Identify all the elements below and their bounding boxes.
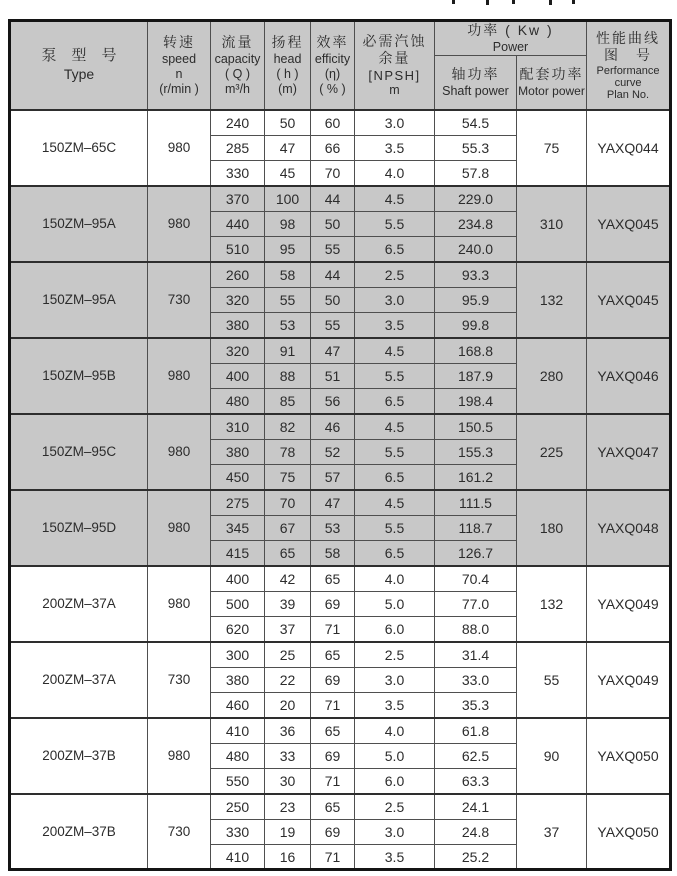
speed-cell: 980 xyxy=(148,718,211,794)
pump-table-body xyxy=(10,110,671,870)
capacity-cell: 320 xyxy=(211,287,265,312)
capacity-cell: 380 xyxy=(211,439,265,464)
shaft-power-cell: 99.8 xyxy=(435,313,517,338)
speed-header-en: speed xyxy=(161,51,197,66)
speed-header-zh: 转速 xyxy=(163,34,195,51)
head-cell: 30 xyxy=(265,769,311,794)
curve-no-cell: YAXQ050 xyxy=(587,718,671,794)
shaft-power-cell: 95.9 xyxy=(435,287,517,312)
curve-header-zh1: 性能曲线 xyxy=(596,29,661,46)
speed-header-unit: (r/min ) xyxy=(159,81,199,96)
shaft-power-cell: 198.4 xyxy=(435,389,517,414)
shaft-power-cell: 77.0 xyxy=(435,591,517,616)
head-cell: 23 xyxy=(265,794,311,819)
motor-power-cell: 280 xyxy=(517,338,587,414)
speed-cell: 730 xyxy=(148,262,211,338)
shaft-power-cell: 240.0 xyxy=(435,237,517,262)
cropped-title-fragment xyxy=(572,0,575,4)
table-row xyxy=(10,566,671,591)
curve-no-cell: YAXQ044 xyxy=(587,110,671,186)
pump-specs-table xyxy=(8,19,672,871)
motor-power-header-en: Motor power xyxy=(518,83,585,98)
efficiency-cell: 56 xyxy=(311,389,355,414)
shaft-power-cell: 54.5 xyxy=(435,110,517,135)
head-header-symbol: ( h ) xyxy=(276,66,299,81)
pump-type-cell: 200ZM–37B xyxy=(10,794,148,870)
npsh-cell: 4.5 xyxy=(355,338,435,363)
speed-cell: 980 xyxy=(148,338,211,414)
col-header-curve xyxy=(587,21,671,111)
capacity-cell: 310 xyxy=(211,414,265,439)
npsh-cell: 2.5 xyxy=(355,262,435,287)
shaft-power-cell: 63.3 xyxy=(435,769,517,794)
shaft-power-cell: 161.2 xyxy=(435,465,517,490)
shaft-power-cell: 24.8 xyxy=(435,819,517,844)
efficiency-header-zh: 效率 xyxy=(316,34,349,51)
pump-type-cell: 200ZM–37B xyxy=(10,718,148,794)
npsh-header-zh1: 必需汽蚀 xyxy=(362,32,427,49)
capacity-header-en: capacity xyxy=(214,51,261,66)
col-header-motor-power xyxy=(517,55,587,110)
table-row xyxy=(10,718,671,743)
head-cell: 20 xyxy=(265,693,311,718)
efficiency-cell: 55 xyxy=(311,237,355,262)
npsh-cell: 4.0 xyxy=(355,161,435,186)
motor-power-header-zh: 配套功率 xyxy=(519,66,584,83)
capacity-cell: 250 xyxy=(211,794,265,819)
capacity-cell: 510 xyxy=(211,237,265,262)
npsh-cell: 6.5 xyxy=(355,389,435,414)
head-cell: 100 xyxy=(265,186,311,211)
capacity-cell: 345 xyxy=(211,515,265,540)
cropped-title-fragment xyxy=(549,0,552,5)
shaft-power-cell: 155.3 xyxy=(435,439,517,464)
pump-type-cell: 150ZM–95B xyxy=(10,338,148,414)
capacity-cell: 550 xyxy=(211,769,265,794)
capacity-cell: 440 xyxy=(211,211,265,236)
efficiency-cell: 50 xyxy=(311,287,355,312)
speed-cell: 980 xyxy=(148,490,211,566)
efficiency-cell: 47 xyxy=(311,490,355,515)
npsh-cell: 4.5 xyxy=(355,414,435,439)
motor-power-cell: 55 xyxy=(517,642,587,718)
head-cell: 65 xyxy=(265,541,311,566)
table-row xyxy=(10,490,671,515)
speed-cell: 980 xyxy=(148,110,211,186)
shaft-power-cell: 33.0 xyxy=(435,667,517,692)
capacity-header-symbol: ( Q ) xyxy=(225,66,250,81)
table-row xyxy=(10,794,671,819)
capacity-cell: 370 xyxy=(211,186,265,211)
efficiency-cell: 55 xyxy=(311,313,355,338)
motor-power-cell: 132 xyxy=(517,566,587,642)
npsh-cell: 3.5 xyxy=(355,135,435,160)
pump-type-cell: 150ZM–95A xyxy=(10,186,148,262)
curve-header-zh2: 图 号 xyxy=(604,47,653,64)
npsh-header-zh2: 余量 xyxy=(378,50,411,67)
efficiency-cell: 71 xyxy=(311,693,355,718)
table-row xyxy=(10,110,671,135)
capacity-cell: 380 xyxy=(211,667,265,692)
table-row xyxy=(10,414,671,439)
speed-cell: 980 xyxy=(148,566,211,642)
col-header-power xyxy=(435,21,587,56)
efficiency-cell: 69 xyxy=(311,819,355,844)
npsh-cell: 6.5 xyxy=(355,541,435,566)
capacity-cell: 380 xyxy=(211,313,265,338)
shaft-power-cell: 187.9 xyxy=(435,363,517,388)
head-cell: 42 xyxy=(265,566,311,591)
shaft-power-cell: 70.4 xyxy=(435,566,517,591)
pump-type-cell: 150ZM–95A xyxy=(10,262,148,338)
npsh-cell: 3.5 xyxy=(355,693,435,718)
shaft-power-cell: 62.5 xyxy=(435,743,517,768)
npsh-cell: 3.0 xyxy=(355,110,435,135)
capacity-header-unit: m³/h xyxy=(225,81,250,96)
npsh-cell: 4.5 xyxy=(355,186,435,211)
head-cell: 95 xyxy=(265,237,311,262)
npsh-cell: 6.0 xyxy=(355,769,435,794)
capacity-cell: 460 xyxy=(211,693,265,718)
efficiency-cell: 52 xyxy=(311,439,355,464)
col-header-npsh xyxy=(355,21,435,111)
head-cell: 75 xyxy=(265,465,311,490)
shaft-power-cell: 57.8 xyxy=(435,161,517,186)
curve-no-cell: YAXQ049 xyxy=(587,642,671,718)
efficiency-cell: 71 xyxy=(311,617,355,642)
shaft-power-cell: 61.8 xyxy=(435,718,517,743)
capacity-cell: 400 xyxy=(211,363,265,388)
efficiency-cell: 44 xyxy=(311,262,355,287)
motor-power-cell: 310 xyxy=(517,186,587,262)
efficiency-cell: 71 xyxy=(311,769,355,794)
col-header-efficiency xyxy=(311,21,355,111)
npsh-cell: 5.5 xyxy=(355,439,435,464)
npsh-cell: 4.5 xyxy=(355,490,435,515)
npsh-cell: 5.5 xyxy=(355,211,435,236)
capacity-cell: 410 xyxy=(211,845,265,870)
motor-power-cell: 37 xyxy=(517,794,587,870)
efficiency-cell: 46 xyxy=(311,414,355,439)
shaft-power-cell: 55.3 xyxy=(435,135,517,160)
capacity-cell: 330 xyxy=(211,161,265,186)
head-header-zh: 扬程 xyxy=(271,34,304,51)
head-cell: 91 xyxy=(265,338,311,363)
npsh-cell: 3.0 xyxy=(355,819,435,844)
col-header-type xyxy=(10,21,148,111)
pump-type-cell: 150ZM–95D xyxy=(10,490,148,566)
shaft-power-cell: 229.0 xyxy=(435,186,517,211)
speed-cell: 980 xyxy=(148,186,211,262)
efficiency-cell: 53 xyxy=(311,515,355,540)
shaft-power-cell: 35.3 xyxy=(435,693,517,718)
head-cell: 78 xyxy=(265,439,311,464)
head-cell: 47 xyxy=(265,135,311,160)
cropped-title-fragment xyxy=(512,0,515,4)
efficiency-cell: 71 xyxy=(311,845,355,870)
npsh-cell: 6.5 xyxy=(355,237,435,262)
capacity-cell: 410 xyxy=(211,718,265,743)
table-row xyxy=(10,186,671,211)
capacity-cell: 500 xyxy=(211,591,265,616)
curve-header-en1: Performance xyxy=(596,64,660,77)
shaft-power-cell: 234.8 xyxy=(435,211,517,236)
pump-type-cell: 150ZM–95C xyxy=(10,414,148,490)
shaft-power-cell: 126.7 xyxy=(435,541,517,566)
npsh-cell: 5.5 xyxy=(355,515,435,540)
shaft-power-cell: 88.0 xyxy=(435,617,517,642)
header-row-1 xyxy=(10,21,671,56)
efficiency-cell: 57 xyxy=(311,465,355,490)
head-cell: 16 xyxy=(265,845,311,870)
shaft-power-cell: 150.5 xyxy=(435,414,517,439)
capacity-cell: 300 xyxy=(211,642,265,667)
head-cell: 36 xyxy=(265,718,311,743)
power-header-zh: 功率 ( Kw ) xyxy=(467,22,554,38)
capacity-cell: 240 xyxy=(211,110,265,135)
type-header-zh: 泵 型 号 xyxy=(41,46,117,64)
cropped-title-fragment xyxy=(486,0,489,5)
shaft-power-cell: 31.4 xyxy=(435,642,517,667)
npsh-cell: 3.0 xyxy=(355,287,435,312)
head-cell: 88 xyxy=(265,363,311,388)
head-cell: 37 xyxy=(265,617,311,642)
head-cell: 19 xyxy=(265,819,311,844)
speed-cell: 980 xyxy=(148,414,211,490)
curve-no-cell: YAXQ049 xyxy=(587,566,671,642)
pump-type-cell: 150ZM–65C xyxy=(10,110,148,186)
shaft-power-header-en: Shaft power xyxy=(442,83,509,98)
capacity-cell: 400 xyxy=(211,566,265,591)
efficiency-cell: 60 xyxy=(311,110,355,135)
shaft-power-header-zh: 轴功率 xyxy=(451,66,500,82)
efficiency-cell: 65 xyxy=(311,642,355,667)
motor-power-cell: 180 xyxy=(517,490,587,566)
pump-type-cell: 200ZM–37A xyxy=(10,566,148,642)
npsh-cell: 6.0 xyxy=(355,617,435,642)
npsh-cell: 3.5 xyxy=(355,313,435,338)
curve-header-en2: curve xyxy=(614,76,642,89)
capacity-cell: 415 xyxy=(211,541,265,566)
head-cell: 39 xyxy=(265,591,311,616)
capacity-cell: 480 xyxy=(211,389,265,414)
curve-no-cell: YAXQ047 xyxy=(587,414,671,490)
efficiency-cell: 66 xyxy=(311,135,355,160)
shaft-power-cell: 24.1 xyxy=(435,794,517,819)
curve-no-cell: YAXQ050 xyxy=(587,794,671,870)
efficiency-cell: 69 xyxy=(311,591,355,616)
capacity-cell: 285 xyxy=(211,135,265,160)
shaft-power-cell: 168.8 xyxy=(435,338,517,363)
efficiency-cell: 69 xyxy=(311,743,355,768)
motor-power-cell: 90 xyxy=(517,718,587,794)
head-cell: 25 xyxy=(265,642,311,667)
col-header-shaft-power xyxy=(435,55,517,110)
efficiency-cell: 69 xyxy=(311,667,355,692)
curve-no-cell: YAXQ046 xyxy=(587,338,671,414)
col-header-capacity xyxy=(211,21,265,111)
capacity-header-zh: 流量 xyxy=(221,34,254,51)
npsh-header-unit: m xyxy=(389,83,400,98)
npsh-cell: 5.5 xyxy=(355,363,435,388)
head-cell: 22 xyxy=(265,667,311,692)
npsh-cell: 4.0 xyxy=(355,718,435,743)
pump-type-cell: 200ZM–37A xyxy=(10,642,148,718)
head-header-en: head xyxy=(273,51,302,66)
motor-power-cell: 132 xyxy=(517,262,587,338)
npsh-cell: 5.0 xyxy=(355,591,435,616)
table-row xyxy=(10,338,671,363)
head-cell: 70 xyxy=(265,490,311,515)
efficiency-cell: 65 xyxy=(311,718,355,743)
speed-cell: 730 xyxy=(148,642,211,718)
capacity-cell: 620 xyxy=(211,617,265,642)
head-cell: 50 xyxy=(265,110,311,135)
shaft-power-cell: 93.3 xyxy=(435,262,517,287)
efficiency-cell: 65 xyxy=(311,566,355,591)
efficiency-cell: 65 xyxy=(311,794,355,819)
head-cell: 55 xyxy=(265,287,311,312)
shaft-power-cell: 111.5 xyxy=(435,490,517,515)
power-header-en: Power xyxy=(492,39,529,54)
efficiency-cell: 44 xyxy=(311,186,355,211)
capacity-cell: 320 xyxy=(211,338,265,363)
npsh-cell: 4.0 xyxy=(355,566,435,591)
cropped-title-fragment xyxy=(452,0,455,4)
efficiency-cell: 50 xyxy=(311,211,355,236)
curve-no-cell: YAXQ048 xyxy=(587,490,671,566)
npsh-cell: 3.0 xyxy=(355,667,435,692)
col-header-speed xyxy=(148,21,211,111)
speed-header-symbol: n xyxy=(175,66,183,81)
curve-no-cell: YAXQ045 xyxy=(587,262,671,338)
efficiency-header-unit: ( % ) xyxy=(319,81,346,96)
head-cell: 82 xyxy=(265,414,311,439)
npsh-header-symbol: [NPSH] xyxy=(368,67,421,83)
head-cell: 53 xyxy=(265,313,311,338)
head-cell: 85 xyxy=(265,389,311,414)
table-row xyxy=(10,262,671,287)
shaft-power-cell: 118.7 xyxy=(435,515,517,540)
head-cell: 33 xyxy=(265,743,311,768)
col-header-head xyxy=(265,21,311,111)
efficiency-cell: 58 xyxy=(311,541,355,566)
capacity-cell: 260 xyxy=(211,262,265,287)
efficiency-cell: 47 xyxy=(311,338,355,363)
head-cell: 45 xyxy=(265,161,311,186)
efficiency-cell: 51 xyxy=(311,363,355,388)
capacity-cell: 330 xyxy=(211,819,265,844)
head-header-unit: (m) xyxy=(278,81,297,96)
efficiency-header-symbol: (η) xyxy=(324,66,341,81)
shaft-power-cell: 25.2 xyxy=(435,845,517,870)
head-cell: 67 xyxy=(265,515,311,540)
capacity-cell: 480 xyxy=(211,743,265,768)
head-cell: 98 xyxy=(265,211,311,236)
motor-power-cell: 225 xyxy=(517,414,587,490)
type-header-en: Type xyxy=(63,66,95,83)
table-row xyxy=(10,642,671,667)
motor-power-cell: 75 xyxy=(517,110,587,186)
speed-cell: 730 xyxy=(148,794,211,870)
npsh-cell: 6.5 xyxy=(355,465,435,490)
curve-no-cell: YAXQ045 xyxy=(587,186,671,262)
capacity-cell: 275 xyxy=(211,490,265,515)
curve-header-en3: Plan No. xyxy=(606,89,650,102)
npsh-cell: 5.0 xyxy=(355,743,435,768)
efficiency-header-en: efficity xyxy=(314,51,351,66)
efficiency-cell: 70 xyxy=(311,161,355,186)
npsh-cell: 2.5 xyxy=(355,642,435,667)
head-cell: 58 xyxy=(265,262,311,287)
npsh-cell: 2.5 xyxy=(355,794,435,819)
capacity-cell: 450 xyxy=(211,465,265,490)
npsh-cell: 3.5 xyxy=(355,845,435,870)
